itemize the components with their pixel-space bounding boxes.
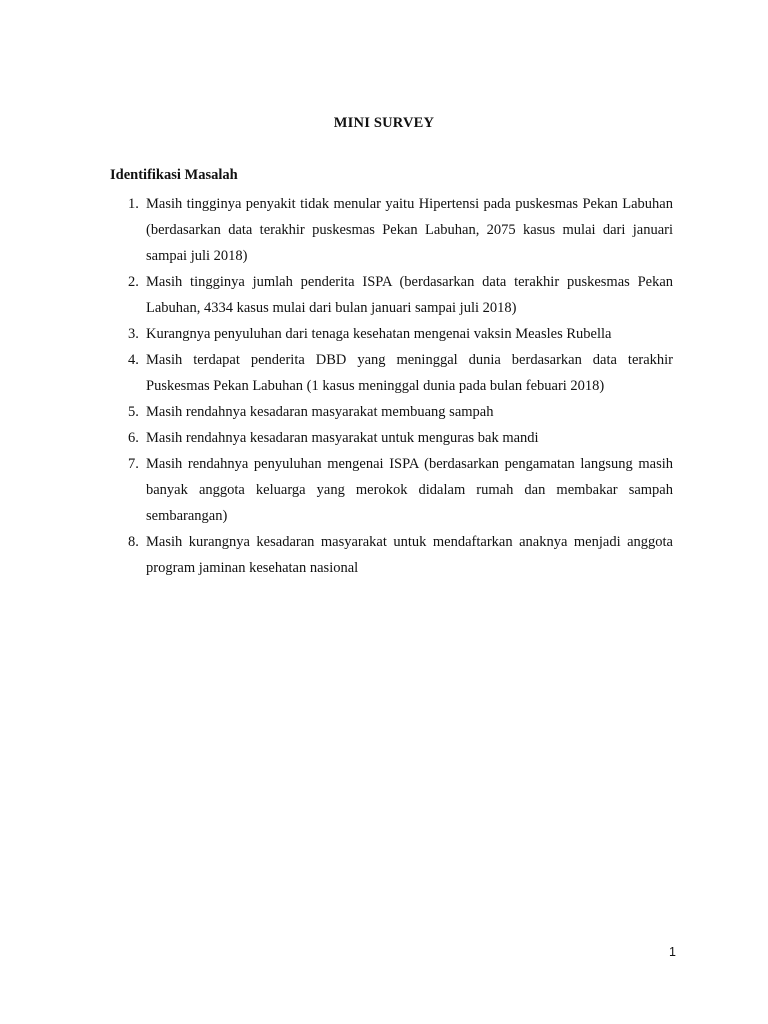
list-item	[110, 399, 673, 425]
list-item-number: 6.	[128, 430, 139, 446]
problem-list	[110, 191, 673, 581]
section-heading: Identifikasi Masalah	[110, 167, 238, 183]
list-item	[110, 321, 673, 347]
list-item	[110, 451, 673, 529]
list-item-number: 4.	[128, 352, 139, 368]
list-item-text: Masih rendahnya penyuluhan mengenai ISPA (berdasarkan pengamatan langsung masih banyak anggota keluarga yang merokok didalam rumah dan membakar sampah sembarangan)	[146, 456, 673, 524]
list-item-number: 3.	[128, 326, 139, 342]
list-item-text: Masih tingginya jumlah penderita ISPA (berdasarkan data terakhir puskesmas Pekan Labuhan, 4334 kasus mulai dari bulan januari sampai juli 2018)	[146, 274, 673, 316]
list-item-number: 7.	[128, 456, 139, 472]
list-item	[110, 425, 673, 451]
list-item-text: Masih rendahnya kesadaran masyarakat untuk menguras bak mandi	[146, 430, 539, 446]
list-item-number: 1.	[128, 196, 139, 212]
list-item	[110, 269, 673, 321]
list-item-number: 8.	[128, 534, 139, 550]
list-item-text: Kurangnya penyuluhan dari tenaga kesehatan mengenai vaksin Measles Rubella	[146, 326, 612, 342]
list-item-text: Masih tingginya penyakit tidak menular yaitu Hipertensi pada puskesmas Pekan Labuhan (berdasarkan data terakhir puskesmas Pekan Labuhan, 2075 kasus mulai dari januari sampai juli 2018)	[146, 196, 673, 264]
document-title: MINI SURVEY	[333, 115, 435, 131]
list-item	[110, 347, 673, 399]
list-item-text: Masih kurangnya kesadaran masyarakat untuk mendaftarkan anaknya menjadi anggota program jaminan kesehatan nasional	[146, 534, 673, 576]
list-item-text: Masih rendahnya kesadaran masyarakat membuang sampah	[146, 404, 494, 420]
list-item-text: Masih terdapat penderita DBD yang meninggal dunia berdasarkan data terakhir Puskesmas Pekan Labuhan (1 kasus meninggal dunia pada bulan febuari 2018)	[146, 352, 673, 394]
page-number: 1	[669, 945, 676, 959]
list-item-number: 2.	[128, 274, 139, 290]
list-item-number: 5.	[128, 404, 139, 420]
list-item	[110, 529, 673, 581]
list-item	[110, 191, 673, 269]
